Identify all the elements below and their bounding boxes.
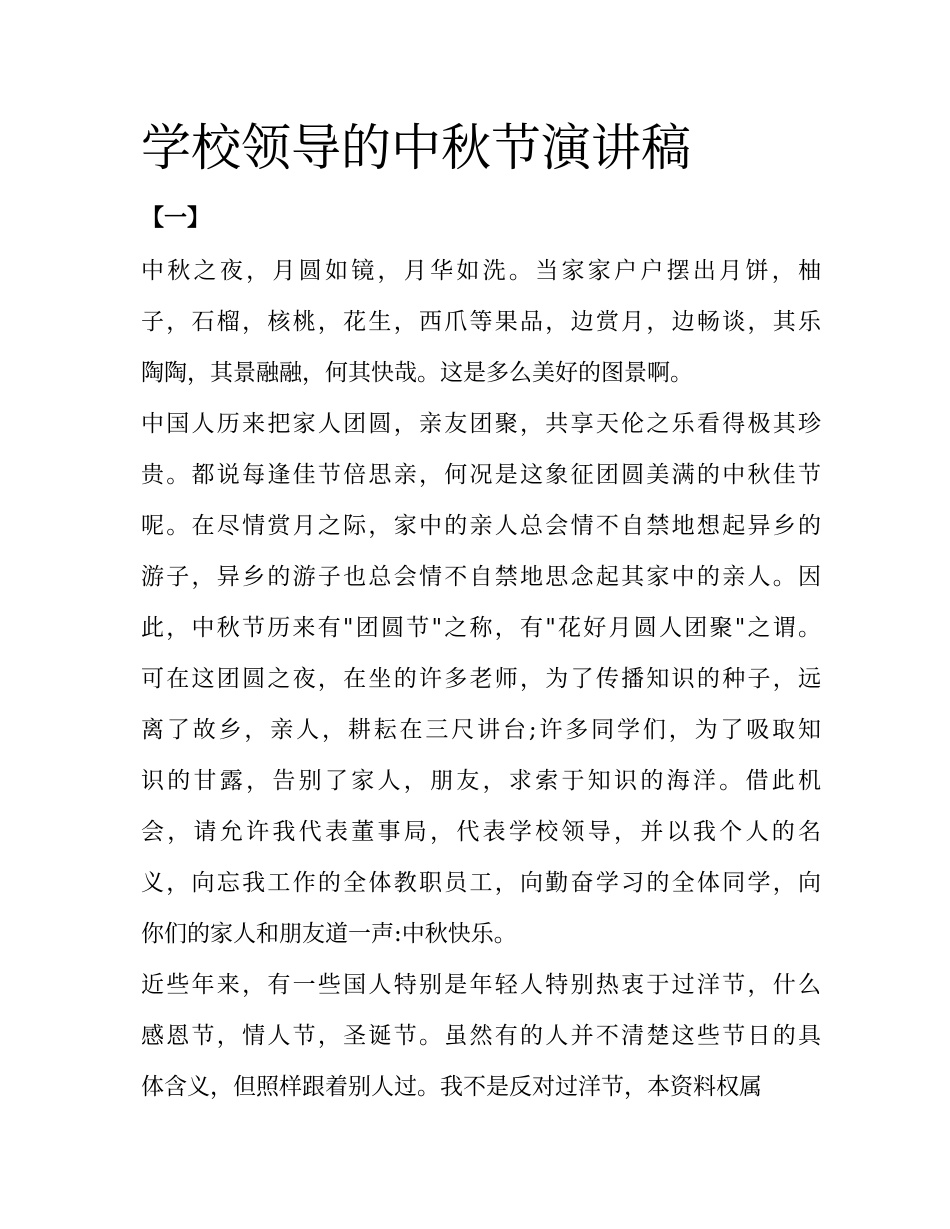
paragraph-line: 贵。都说每逢佳节倍思亲，何况是这象征团圆美满的中秋佳节 (141, 462, 821, 488)
paragraph-line: 你们的家人和朋友道一声:中秋快乐。 (141, 921, 517, 947)
paragraph-line: 识的甘露，告别了家人，朋友，求索于知识的海洋。借此机 (141, 768, 821, 794)
paragraph-line: 可在这团圆之夜，在坐的许多老师，为了传播知识的种子，远 (141, 666, 821, 692)
paragraph-line: 离了故乡，亲人，耕耘在三尺讲台;许多同学们，为了吸取知 (141, 717, 821, 743)
paragraph-line: 此，中秋节历来有"团圆节"之称，有"花好月圆人团聚"之谓。 (141, 615, 821, 641)
paragraph-line: 陶陶，其景融融，何其快哉。这是多么美好的图景啊。 (141, 360, 693, 386)
paragraph-line: 感恩节，情人节，圣诞节。虽然有的人并不清楚这些节日的具 (141, 1023, 821, 1049)
document-body (141, 246, 821, 1113)
document-title: 学校领导的中秋节演讲稿 (141, 119, 691, 177)
paragraph-line: 义，向忘我工作的全体教职员工，向勤奋学习的全体同学，向 (141, 870, 821, 896)
paragraph (141, 246, 821, 399)
paragraph-line: 中国人历来把家人团圆，亲友团聚，共享天伦之乐看得极其珍 (141, 411, 821, 437)
paragraph-line: 中秋之夜，月圆如镜，月华如洗。当家家户户摆出月饼，柚 (141, 258, 821, 284)
paragraph-line: 呢。在尽情赏月之际，家中的亲人总会情不自禁地想起异乡的 (141, 513, 821, 539)
paragraph-line: 会，请允许我代表董事局，代表学校领导，并以我个人的名 (141, 819, 821, 845)
paragraph-line: 游子，异乡的游子也总会情不自禁地思念起其家中的亲人。因 (141, 564, 821, 590)
paragraph (141, 960, 821, 1113)
paragraph-line: 近些年来，有一些国人特别是年轻人特别热衷于过洋节，什么 (141, 972, 821, 998)
paragraph (141, 399, 821, 960)
paragraph-line: 子，石榴，核桃，花生，西爪等果品，边赏月，边畅谈，其乐 (141, 309, 821, 335)
section-heading: 【一】 (141, 204, 210, 231)
document-page (141, 112, 821, 1113)
paragraph-line: 体含义，但照样跟着别人过。我不是反对过洋节，本资料权属 (141, 1074, 762, 1100)
